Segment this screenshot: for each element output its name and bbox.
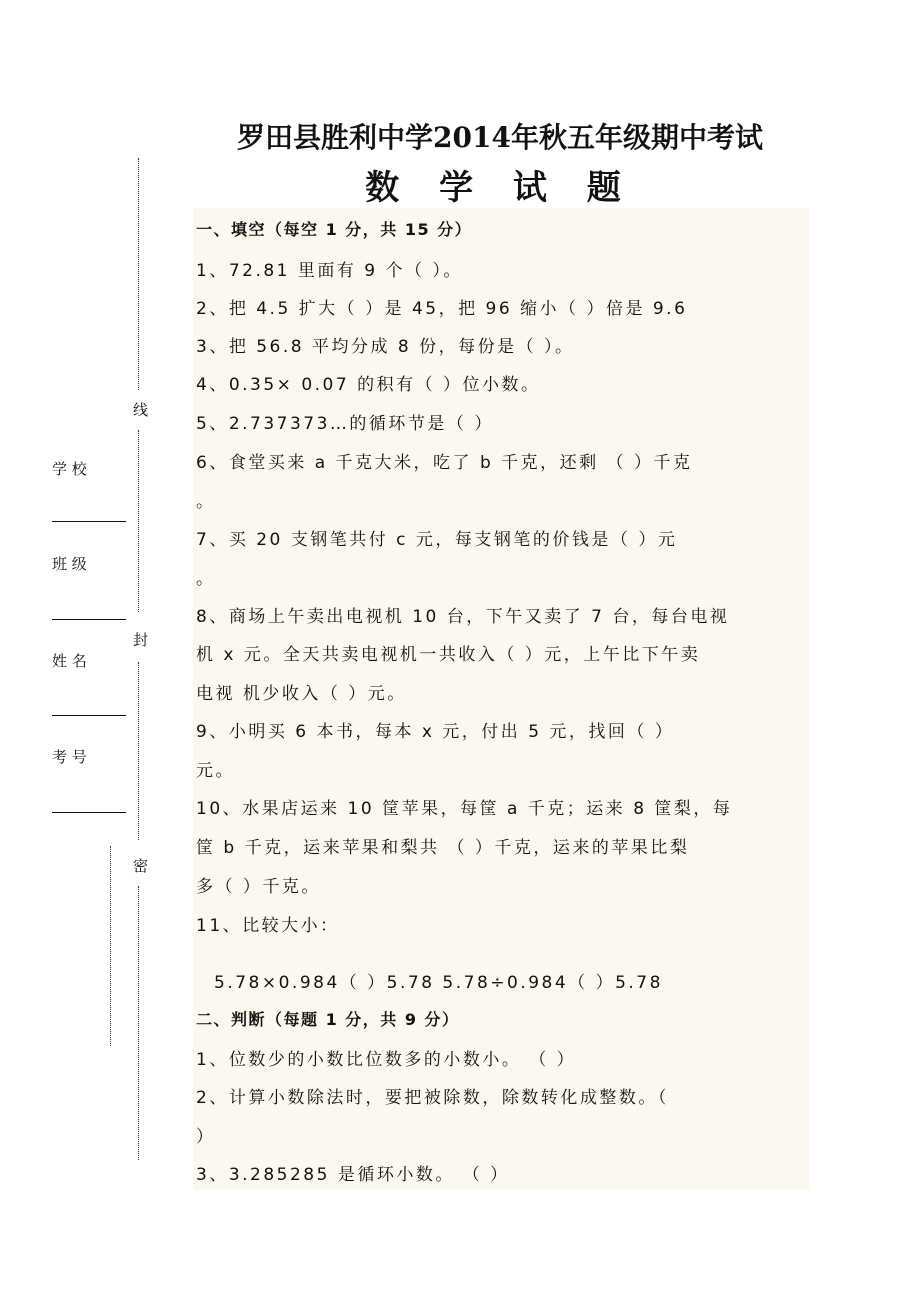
question-line: 11、比较大小： xyxy=(196,916,340,936)
question-line: 4、0.35× 0.07 的积有（ ）位小数。 xyxy=(196,375,541,395)
exam-number-label: 考 号 xyxy=(52,748,87,766)
exam-subtitle: 数 学 试 题 xyxy=(365,168,635,208)
question-line: 1、位数少的小数比位数多的小数小。 （ ） xyxy=(196,1050,577,1070)
question-line: 3、3.285285 是循环小数。 （ ） xyxy=(196,1165,510,1185)
question-line: 筐 b 千克，运来苹果和梨共 （ ）千克，运来的苹果比梨 xyxy=(196,838,690,858)
question-line: 多（ ）千克。 xyxy=(196,877,321,897)
question-line: 电视 机少收入（ ）元。 xyxy=(196,684,407,704)
exam-title: 罗田县胜利中学2014年秋五年级期中考试 xyxy=(237,121,763,154)
question-line: 8、商场上午卖出电视机 10 台，下午又卖了 7 台，每台电视 xyxy=(196,607,730,627)
question-line: 2、把 4.5 扩大（ ）是 45，把 96 缩小（ ）倍是 9.6 xyxy=(196,299,688,319)
question-line: 2、计算小数除法时，要把被除数，除数转化成整数。（ xyxy=(196,1088,669,1108)
class-field-line xyxy=(52,619,126,620)
binding-dash-line-2 xyxy=(138,430,139,612)
question-line: 5、2.737373…的循环节是（ ） xyxy=(196,414,494,434)
comparison-line: 5.78×0.984（ ）5.78 5.78÷0.984（ ）5.78 xyxy=(214,973,663,993)
section-heading-fill-blank: 一、填空（每空 1 分，共 15 分） xyxy=(196,220,473,239)
name-label: 姓 名 xyxy=(52,652,87,670)
binding-dash-line-1 xyxy=(138,158,139,390)
binding-dash-line-3 xyxy=(138,662,139,840)
question-line: 元。 xyxy=(196,761,235,781)
question-line: 6、食堂买来 a 千克大米，吃了 b 千克，还剩 （ ）千克 xyxy=(196,453,693,473)
school-field-line xyxy=(52,521,126,522)
question-line: 。 xyxy=(196,569,216,589)
question-line: 3、把 56.8 平均分成 8 份，每份是（ ）。 xyxy=(196,337,575,357)
binding-dash-line-inner xyxy=(110,846,111,1046)
section-heading-true-false: 二、判断（每题 1 分，共 9 分） xyxy=(196,1010,460,1029)
seal-mark-xian: 线 xyxy=(131,402,149,417)
school-label: 学 校 xyxy=(52,460,87,478)
seal-mark-mi: 密 xyxy=(131,858,149,873)
question-line: 9、小明买 6 本书，每本 x 元，付出 5 元，找回（ ） xyxy=(196,722,675,742)
question-line: 。 xyxy=(196,492,216,512)
exam-number-field-line xyxy=(52,812,126,813)
seal-mark-feng: 封 xyxy=(131,632,149,647)
question-line: ） xyxy=(196,1127,216,1147)
question-line: 机 x 元。全天共卖电视机一共收入（ ）元，上午比下午卖 xyxy=(196,645,701,665)
question-line: 1、72.81 里面有 9 个（ ）。 xyxy=(196,261,463,281)
binding-dash-line-4 xyxy=(138,886,139,1160)
question-line: 7、买 20 支钢笔共付 c 元，每支钢笔的价钱是（ ）元 xyxy=(196,530,678,550)
name-field-line xyxy=(52,715,126,716)
question-line: 10、水果店运来 10 筐苹果，每筐 a 千克；运来 8 筐梨，每 xyxy=(196,799,733,819)
class-label: 班 级 xyxy=(52,555,87,573)
